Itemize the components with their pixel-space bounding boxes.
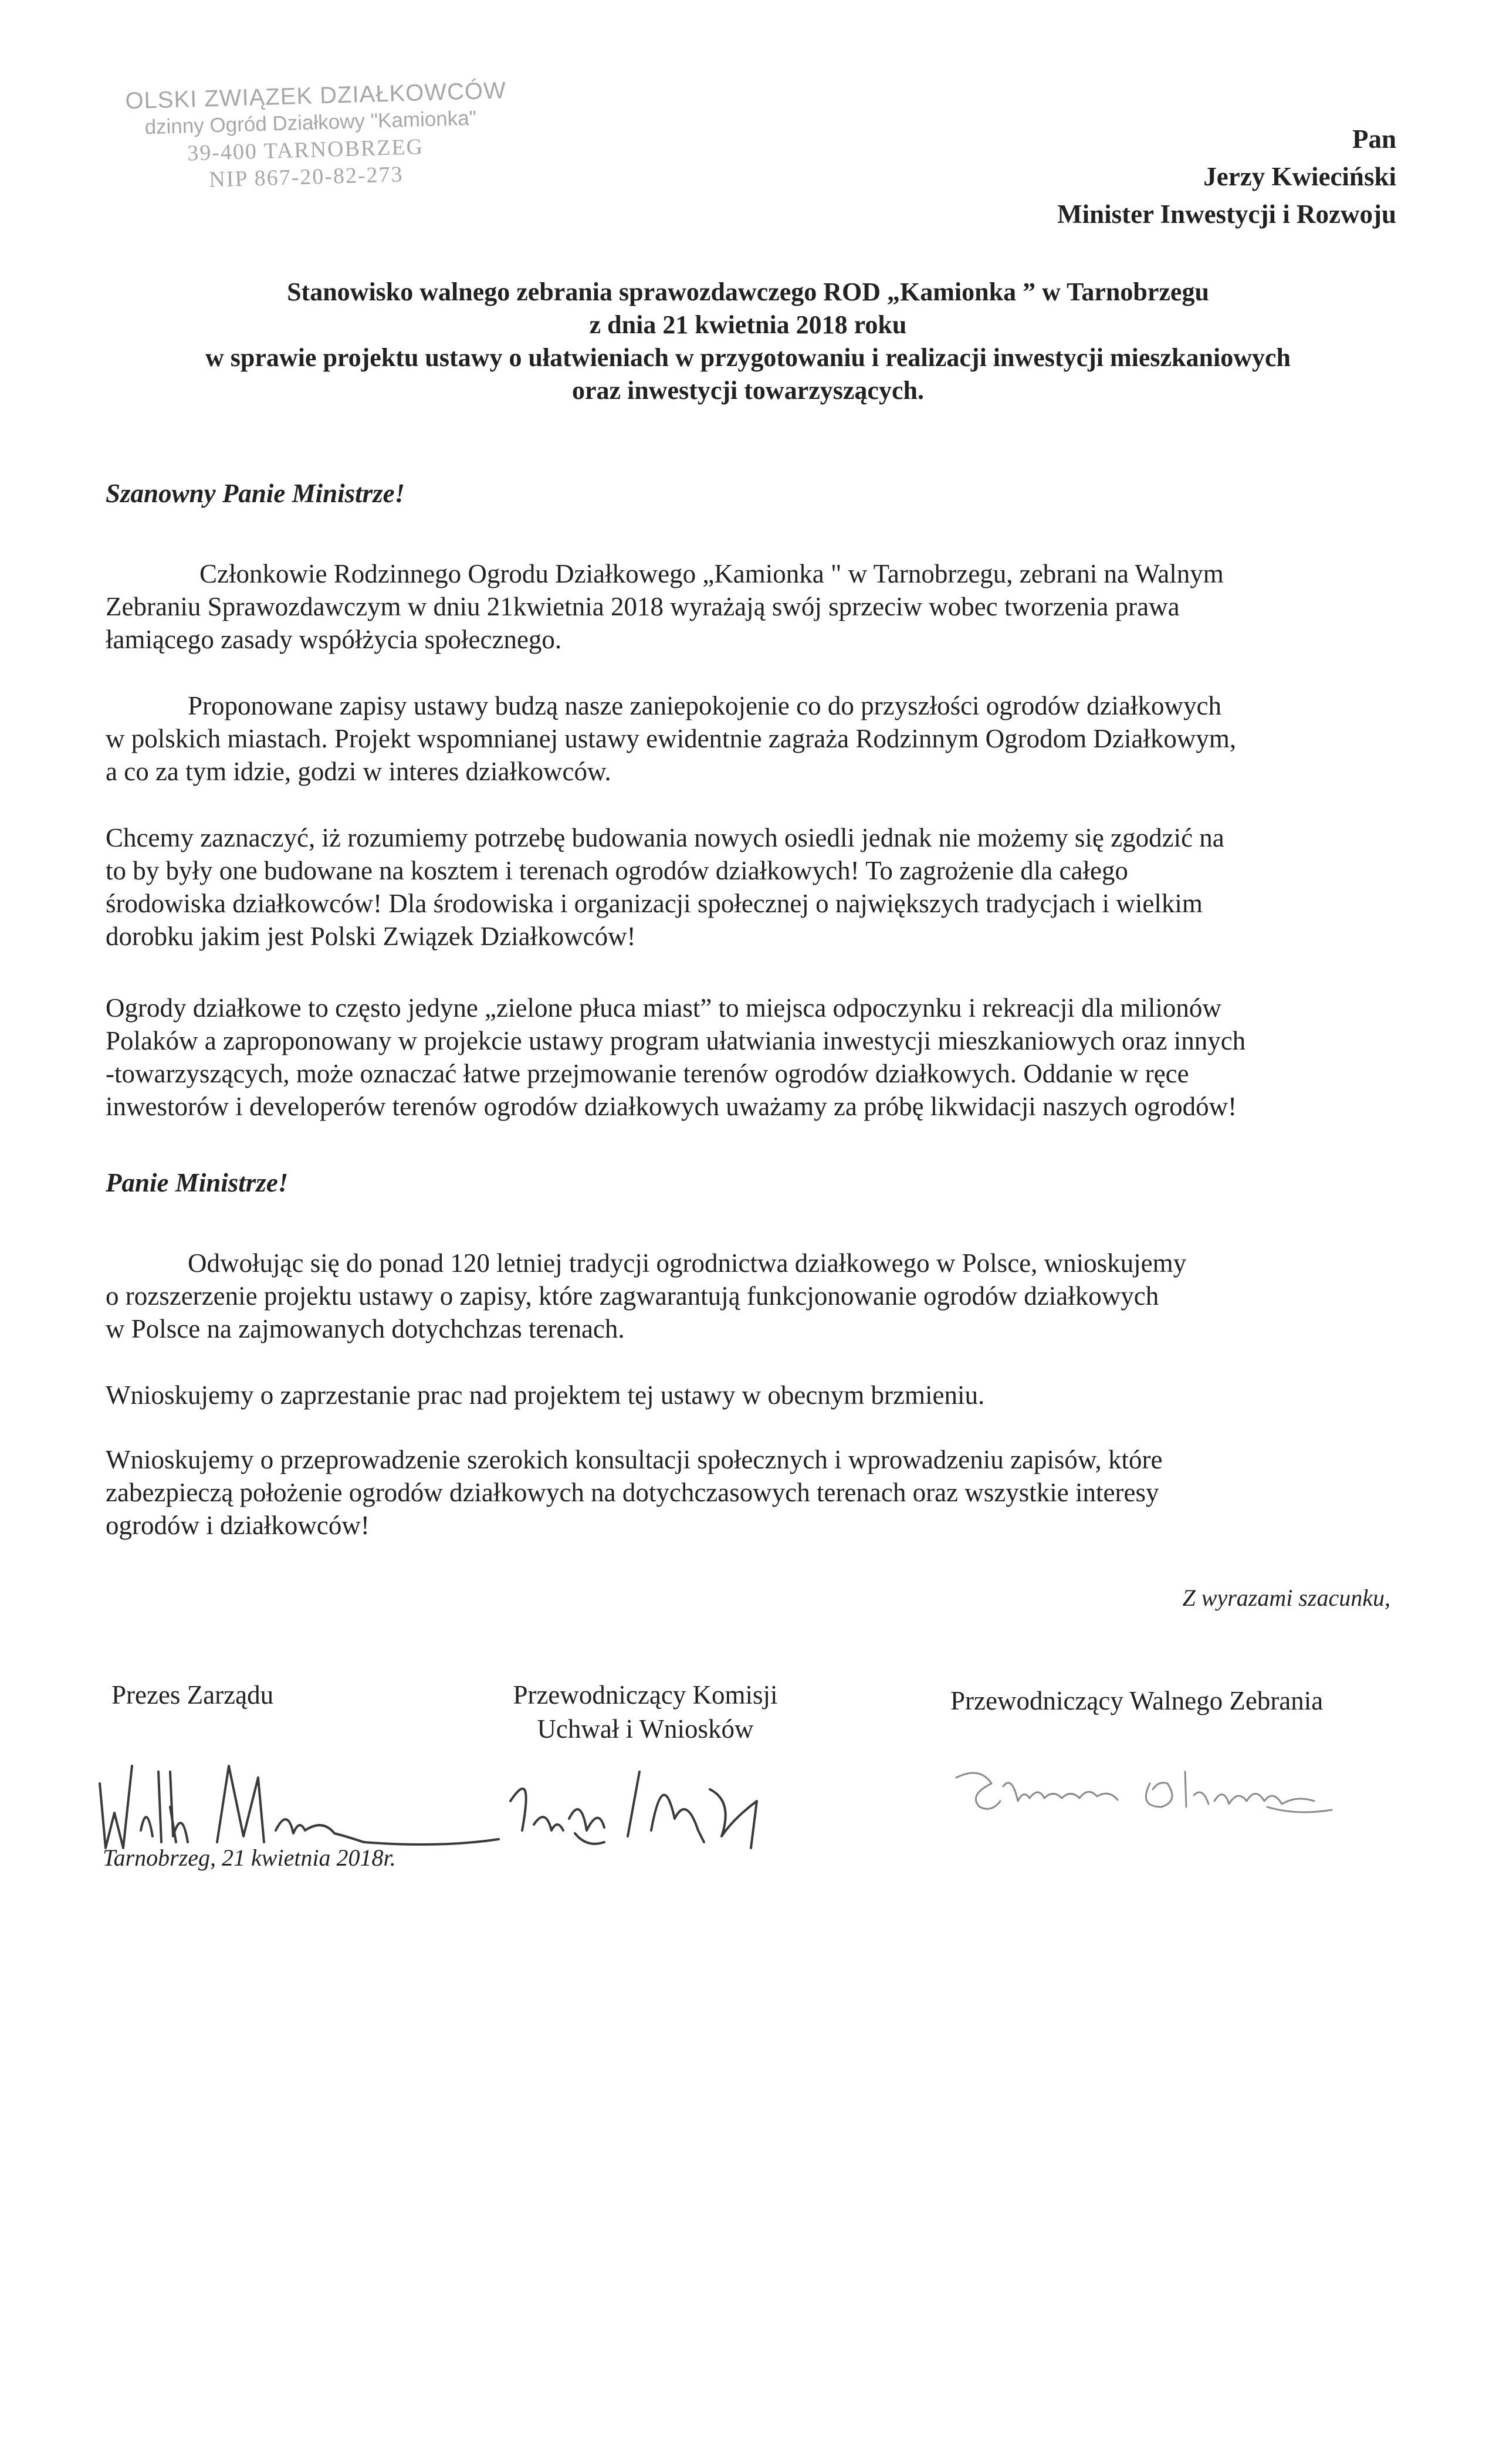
paragraph-line: Proponowane zapisy ustawy budzą nasze zaniepokojenie co do przyszłości ogrodów działkowych — [188, 691, 1221, 720]
paragraph-line: a co za tym idzie, godzi w interes działkowców. — [106, 757, 611, 786]
paragraph-line: w Polsce na zajmowanych dotychchzas terenach. — [106, 1314, 625, 1343]
paragraph-line: Wnioskujemy o zaprzestanie prac nad projektem tej ustawy w obecnym brzmieniu. — [106, 1380, 985, 1410]
paragraph-line: środowiska działkowców! Dla środowiska i organizacji społecznej o największych tradycjach i wielkim — [106, 889, 1203, 918]
paragraph-line: Wnioskujemy o przeprowadzenie szerokich konsultacji społecznych i wprowadzeniu zapisów, które — [106, 1445, 1163, 1474]
paragraph-6 — [106, 1379, 1396, 1412]
paragraph-line: to by były one budowane na kosztem i terenach ogrodów działkowych! To zagrożenie dla całego — [106, 856, 1128, 885]
title-line-2: z dnia 21 kwietnia 2018 roku — [589, 310, 907, 339]
paragraph-4 — [106, 991, 1396, 1123]
organization-stamp — [116, 76, 530, 195]
recipient-name: Jerzy Kwieciński — [1203, 162, 1396, 191]
paragraph-line: Odwołując się do ponad 120 letniej tradycji ogrodnictwa działkowego w Polsce, wnioskujemy — [188, 1248, 1187, 1278]
paragraph-line: zabezpieczą położenie ogrodów działkowych na dotychczasowych terenach oraz wszystkie interesy — [106, 1478, 1159, 1507]
paragraph-line: Chcemy zaznaczyć, iż rozumiemy potrzebę budowania nowych osiedli jednak nie możemy się zgodzić na — [106, 823, 1224, 852]
signatory-commission-line-2: Uchwał i Wniosków — [537, 1714, 754, 1744]
place-and-date: Tarnobrzeg, 21 kwietnia 2018r. — [103, 1844, 396, 1871]
recipient-position: Minister Inwestycji i Rozwoju — [1057, 199, 1396, 229]
paragraph-line: Ogrody działkowe to często jedyne „zielone płuca miast” to miejsca odpoczynku i rekreacji dla milionów — [106, 993, 1221, 1023]
recipient-honorific: Pan — [1352, 124, 1396, 154]
paragraph-line: w polskich miastach. Projekt wspomnianej ustawy ewidentnie zagraża Rodzinnym Ogrodom Działkowym, — [106, 724, 1237, 753]
closing-phrase: Z wyrazami szacunku, — [1182, 1585, 1390, 1611]
signature-commission-chair — [364, 1789, 604, 1844]
paragraph-line: dorobku jakim jest Polski Związek Działkowców! — [106, 922, 636, 951]
signature-assembly-chair — [956, 1773, 1118, 1809]
paragraph-line: łamiącego zasady współżycia społecznego. — [106, 625, 562, 654]
salutation-second: Panie Ministrze! — [106, 1168, 289, 1197]
signature-president-2 — [217, 1766, 364, 1842]
paragraph-5 — [106, 1247, 1396, 1345]
signature-president — [100, 1766, 188, 1848]
salutation-opening: Szanowny Panie Ministrze! — [106, 479, 405, 508]
signatory-commission-line-1: Przewodniczący Komisji — [513, 1680, 778, 1710]
stamp-line-1: OLSKI ZWIĄZEK DZIAŁKOWCÓW — [124, 77, 507, 114]
paragraph-line: ogrodów i działkowców! — [106, 1511, 370, 1540]
stamp-line-4: NIP 867-20-82-273 — [208, 162, 404, 192]
paragraph-7 — [106, 1443, 1396, 1542]
paragraph-3 — [106, 821, 1396, 953]
title-line-4: oraz inwestycji towarzyszących. — [572, 376, 924, 405]
signature-assembly-chair-2 — [1146, 1772, 1332, 1812]
paragraph-line: o rozszerzenie projektu ustawy o zapisy, które zagwarantują funkcjonowanie ogrodów działkowych — [106, 1281, 1159, 1311]
paragraph-line: Polaków a zaproponowany w projekcie ustawy program ułatwiania inwestycji mieszkaniowych oraz innych — [106, 1026, 1246, 1055]
stamp-line-3: 39-400 TARNOBRZEG — [187, 134, 424, 166]
paragraph-2 — [106, 689, 1396, 788]
document-title — [59, 276, 1437, 407]
title-line-1: Stanowisko walnego zebrania sprawozdawczego ROD „Kamionka ” w Tarnobrzegu — [287, 277, 1209, 306]
paragraph-line: Zebraniu Sprawozdawczym w dniu 21kwietnia 2018 wyrażają swój sprzeciw wobec tworzenia prawa — [106, 592, 1180, 621]
paragraph-line: Członkowie Rodzinnego Ogrodu Działkowego „Kamionka " w Tarnobrzegu, zebrani na Walnym — [199, 559, 1224, 588]
paragraph-line: -towarzyszących, może oznaczać łatwe przejmowanie terenów ogrodów działkowych. Oddanie w ręce — [106, 1059, 1189, 1088]
signature-commission-chair-2 — [628, 1772, 757, 1848]
signatory-board-president: Prezes Zarządu — [111, 1680, 274, 1710]
title-line-3: w sprawie projektu ustawy o ułatwieniach w przygotowaniu i realizacji inwestycji mieszkaniowych — [205, 343, 1291, 372]
paragraph-line: inwestorów i developerów terenów ogrodów działkowych uważamy za próbę likwidacji naszych ogrodów! — [106, 1092, 1237, 1121]
stamp-line-2: dzinny Ogród Działkowy "Kamionka" — [144, 106, 477, 139]
signatory-assembly-chair: Przewodniczący Walnego Zebrania — [950, 1686, 1324, 1715]
paragraph-1 — [106, 557, 1396, 656]
recipient-block — [1057, 120, 1396, 233]
